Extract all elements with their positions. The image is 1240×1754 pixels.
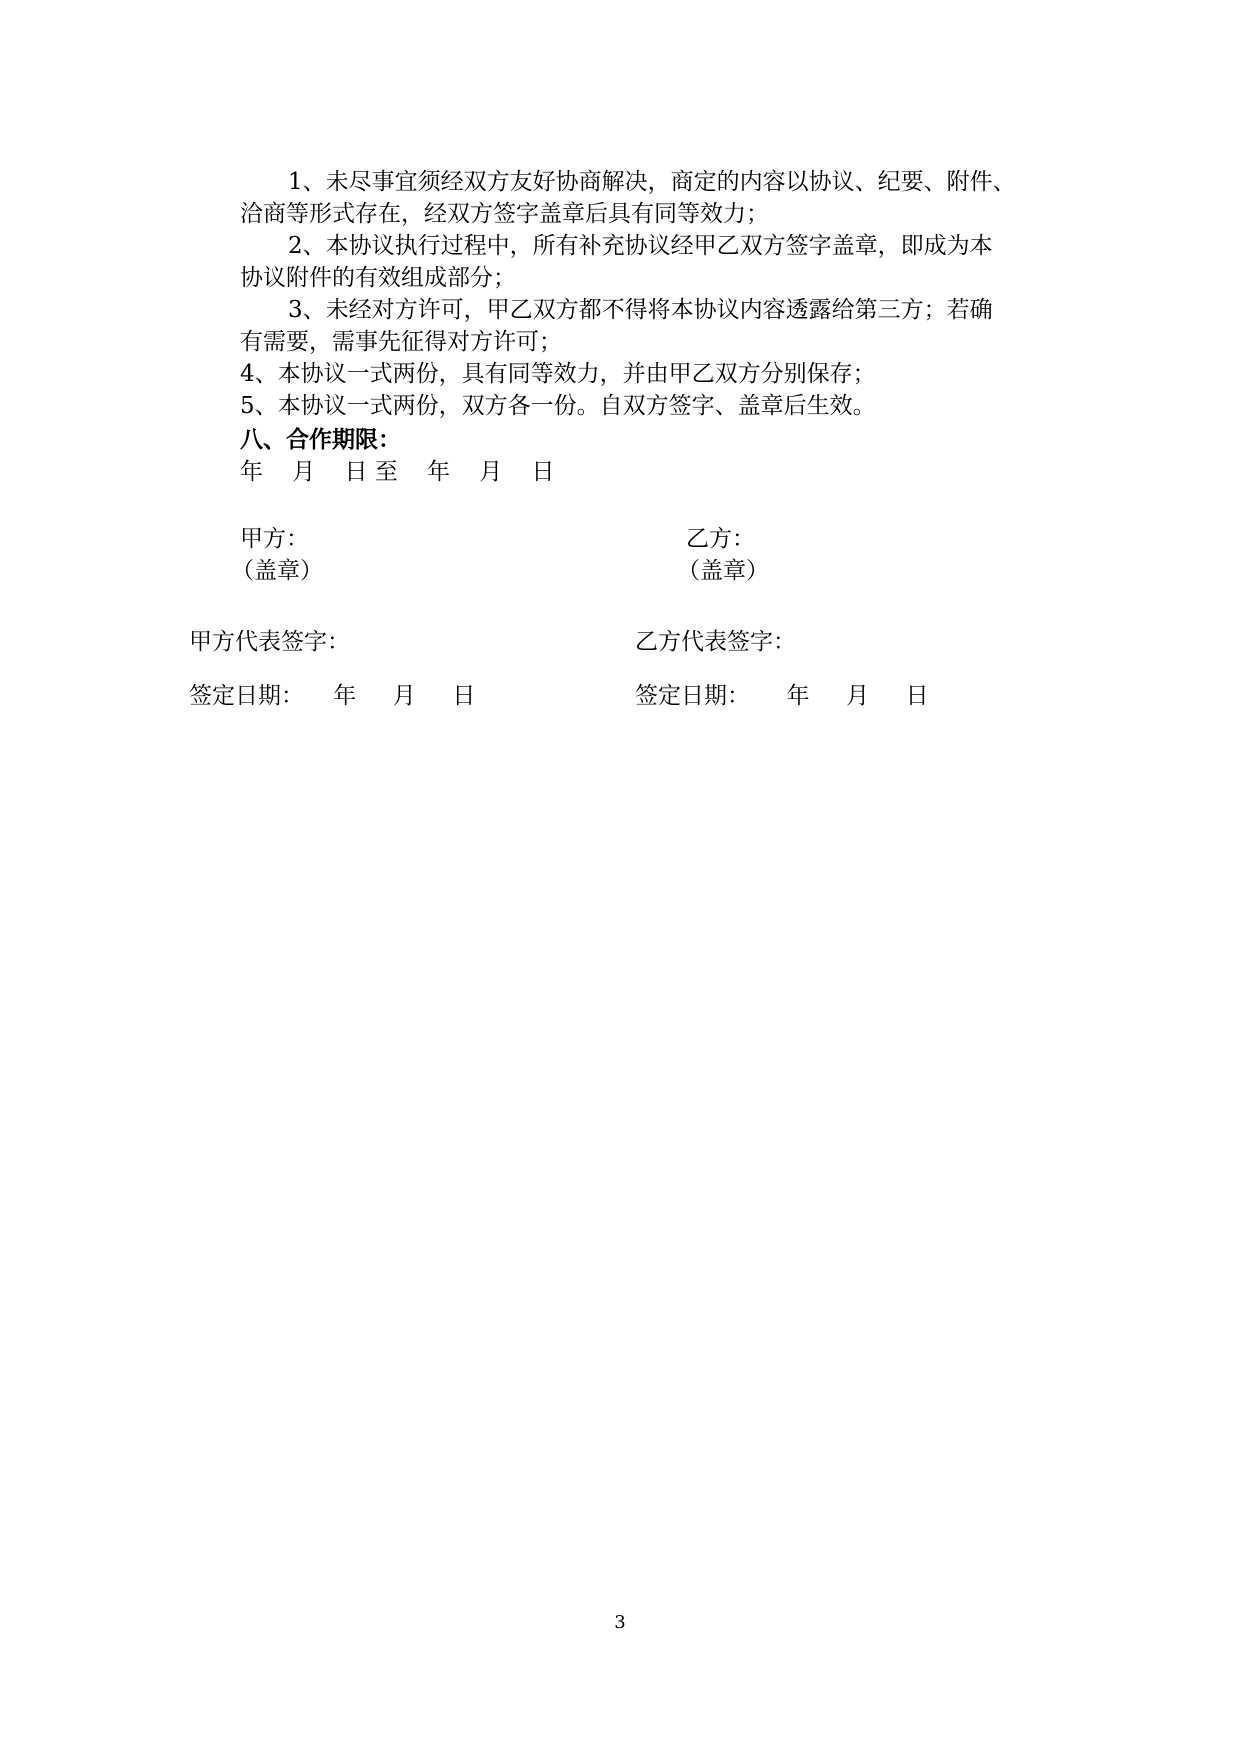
page-number: 3 [614, 1612, 626, 1633]
party-b-seal: （盖章） [677, 558, 769, 584]
section-heading-term: 八、合作期限： [240, 427, 401, 453]
clause-3-line-1: 3、未经对方许可，甲乙双方都不得将本协议内容透露给第三方；若确 [288, 297, 993, 323]
party-a-label: 甲方： [240, 526, 309, 552]
clause-3-line-2: 有需要，需事先征得对方许可； [240, 329, 562, 355]
party-b-signing-date: 签定日期： 年 月 日 [635, 683, 929, 709]
party-b-label: 乙方： [686, 526, 755, 552]
clause-1-line-2: 洽商等形式存在，经双方签字盖章后具有同等效力； [240, 201, 769, 227]
party-a-signing-date: 签定日期： 年 月 日 [189, 683, 476, 709]
party-a-rep-signature: 甲方代表签字： [189, 629, 350, 655]
party-a-seal: （盖章） [231, 558, 323, 584]
clause-2-line-1: 2、本协议执行过程中，所有补充协议经甲乙双方签字盖章，即成为本 [288, 233, 993, 259]
clause-4: 4、本协议一式两份，具有同等效力，并由甲乙双方分别保存； [240, 361, 876, 387]
term-date-line: 年 月 日 至 年 月 日 [240, 459, 555, 485]
party-b-rep-signature: 乙方代表签字： [635, 629, 796, 655]
clause-2-line-2: 协议附件的有效组成部分； [240, 265, 516, 291]
clause-5: 5、本协议一式两份，双方各一份。自双方签字、盖章后生效。 [240, 393, 876, 419]
clause-1-line-1: 1、未尽事宜须经双方友好协商解决，商定的内容以协议、纪要、附件、 [288, 169, 1016, 195]
